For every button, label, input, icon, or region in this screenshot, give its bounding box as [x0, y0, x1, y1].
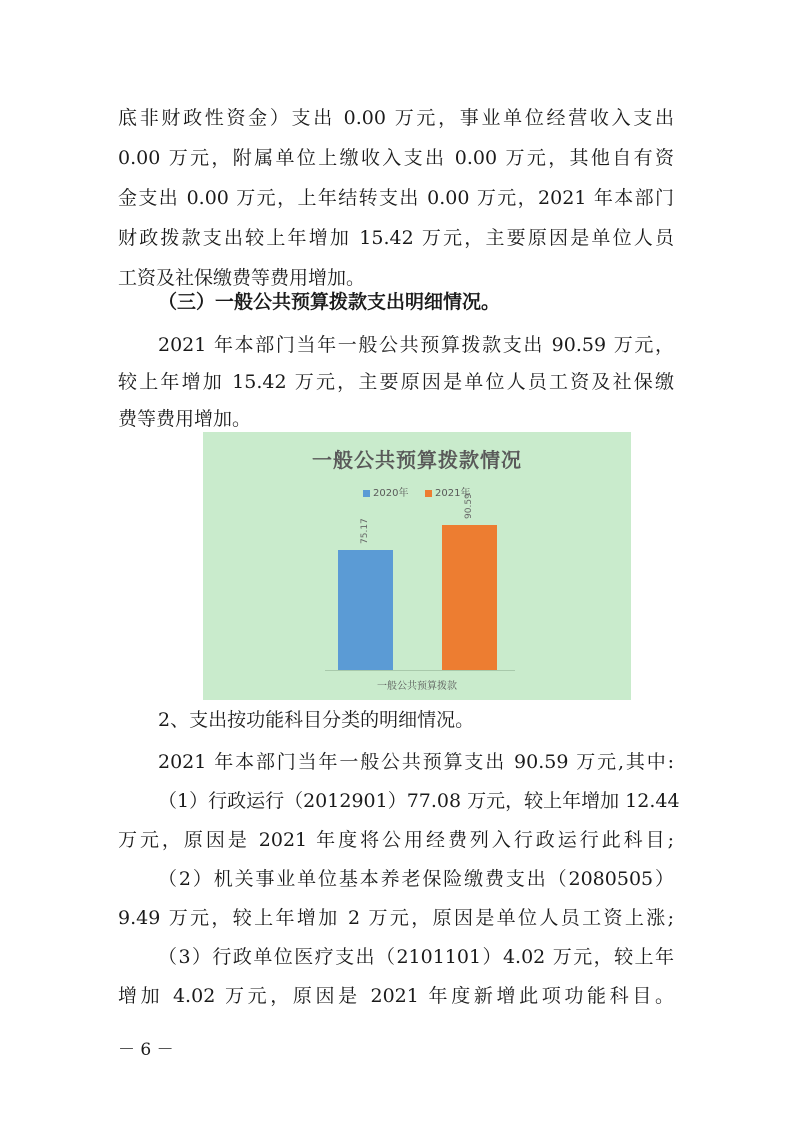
text-line: 费等费用增加。 — [118, 408, 252, 430]
chart-title: 一般公共预算拨款情况 — [312, 448, 522, 472]
category-label: 一般公共预算拨款 — [377, 681, 457, 692]
page-number: － 6 － — [118, 1040, 174, 1060]
x-axis-line — [325, 670, 515, 671]
text-line: 财政拨款支出较上年增加 15.42 万元，主要原因是单位人员 — [118, 227, 674, 249]
text-line: 增加 4.02 万元，原因是 2021 年度新增此项功能科目。 — [118, 985, 674, 1007]
data-label-2020: 75.17 — [359, 517, 370, 544]
text-line: （2）机关事业单位基本养老保险缴费支出（2080505） — [158, 868, 674, 890]
legend-swatch-2020 — [363, 490, 370, 497]
text-line: 2021 年本部门当年一般公共预算支出 90.59 万元,其中: — [158, 751, 674, 773]
budget-chart — [203, 432, 631, 700]
text-line: 2021 年本部门当年一般公共预算拨款支出 90.59 万元， — [158, 334, 674, 356]
text-line: （1）行政运行（2012901）77.08 万元，较上年增加 12.44 — [158, 790, 680, 812]
legend-label-2021: 2021年 — [435, 488, 471, 499]
text-line: 金支出 0.00 万元，上年结转支出 0.00 万元，2021 年本部门 — [118, 187, 674, 209]
text-line: 底非财政性资金）支出 0.00 万元，事业单位经营收入支出 — [118, 107, 674, 129]
legend-swatch-2021 — [425, 490, 432, 497]
text-line: （3）行政单位医疗支出（2101101）4.02 万元，较上年 — [158, 946, 674, 968]
text-line: 2、支出按功能科目分类的明细情况。 — [158, 709, 475, 731]
bar-2021 — [442, 525, 497, 670]
text-line: 万元，原因是 2021 年度将公用经费列入行政运行此科目; — [118, 829, 674, 851]
legend-label-2020: 2020年 — [373, 488, 409, 499]
legend-item-2020 — [363, 484, 408, 499]
text-line: 工资及社保缴费等费用增加。 — [118, 267, 366, 289]
section-heading: （三）一般公共预算拨款支出明细情况。 — [158, 291, 501, 313]
text-line: 较上年增加 15.42 万元，主要原因是单位人员工资及社保缴 — [118, 371, 674, 393]
data-label-2021: 90.59 — [463, 493, 474, 520]
text-line: 0.00 万元，附属单位上缴收入支出 0.00 万元，其他自有资 — [118, 147, 674, 169]
text-line: 9.49 万元，较上年增加 2 万元，原因是单位人员工资上涨; — [118, 907, 674, 929]
bar-2020 — [338, 550, 393, 670]
